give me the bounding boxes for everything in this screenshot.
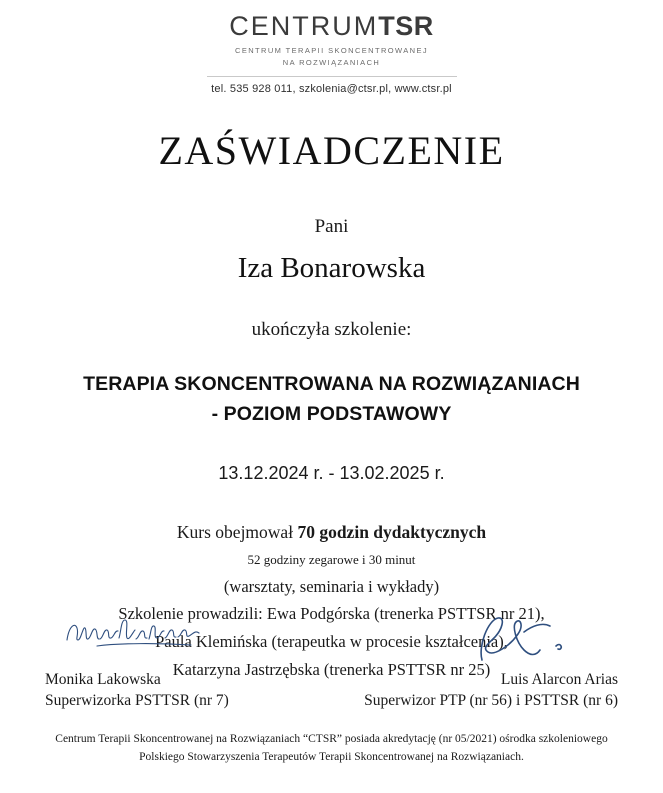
- logo-text-bold: TSR: [378, 11, 434, 41]
- hours-value: 70 godzin dydaktycznych: [297, 522, 487, 543]
- course-title-line-1: TERAPIA SKONCENTROWANA NA ROZWIĄZANIACH: [83, 372, 580, 395]
- header-divider: [207, 76, 457, 77]
- salutation: Pani: [314, 215, 349, 237]
- accreditation-footer: [0, 731, 663, 767]
- signature-block-right: [348, 612, 618, 712]
- signature-area: [0, 612, 663, 712]
- course-title-line-2: - POZIOM PODSTAWOWY: [211, 403, 452, 426]
- clock-hours-line: 52 godziny zegarowe i 30 minut: [247, 551, 416, 567]
- certificate-header: [0, 0, 663, 95]
- logo-subtitle: [0, 45, 663, 68]
- page-title: ZAŚWIADCZENIE: [158, 127, 505, 173]
- course-dates: 13.12.2024 r. - 13.02.2025 r.: [218, 463, 445, 484]
- footer-line-1: Centrum Terapii Skoncentrowanej na Rozwiązaniach “CTSR” posiada akredytację (nr 05/2021) ośrodka szkoleniowego: [55, 733, 608, 746]
- contact-info: tel. 535 928 011, szkolenia@ctsr.pl, www.ctsr.pl: [211, 82, 452, 95]
- recipient-name: Iza Bonarowska: [237, 251, 426, 284]
- didactic-hours-line: [0, 520, 663, 545]
- trainer-line-3: Katarzyna Jastrzębska (trenerka PSTTSR nr 25): [172, 660, 491, 680]
- course-title: [0, 369, 663, 429]
- completion-label: ukończyła szkolenie:: [251, 318, 412, 340]
- ctsr-logo: [0, 12, 663, 40]
- trainer-line-2: Paula Klemińska (terapeutka w procesie kształcenia),: [155, 632, 508, 652]
- logo-subtitle-line-2: NA ROZWIĄZANIACH: [282, 57, 381, 67]
- handwritten-signature-icon: [45, 612, 315, 670]
- trainer-line-1: Szkolenie prowadzili: Ewa Podgórska (trenerka PSTTSR nr 21),: [118, 604, 545, 624]
- handwritten-signature-icon: [348, 612, 618, 670]
- logo-subtitle-line-1: CENTRUM TERAPII SKONCENTROWANEJ: [235, 46, 428, 56]
- signatory-role-right: Superwizor PTP (nr 56) i PSTTSR (nr 6): [364, 691, 618, 709]
- hours-prefix: Kurs obejmował: [176, 522, 298, 543]
- signatory-name-left: Monika Lakowska: [45, 671, 161, 688]
- logo-text-light: CENTRUM: [229, 11, 379, 41]
- footer-line-2: Polskiego Stowarzyszenia Terapeutów Terapii Skoncentrowanej na Rozwiązaniach.: [139, 751, 524, 764]
- signature-block-left: [45, 612, 315, 712]
- training-forms-line: (warsztaty, seminaria i wykłady): [223, 576, 440, 596]
- signatory-name-right: Luis Alarcon Arias: [500, 671, 618, 688]
- signatory-role-left: Superwizorka PSTTSR (nr 7): [45, 691, 229, 709]
